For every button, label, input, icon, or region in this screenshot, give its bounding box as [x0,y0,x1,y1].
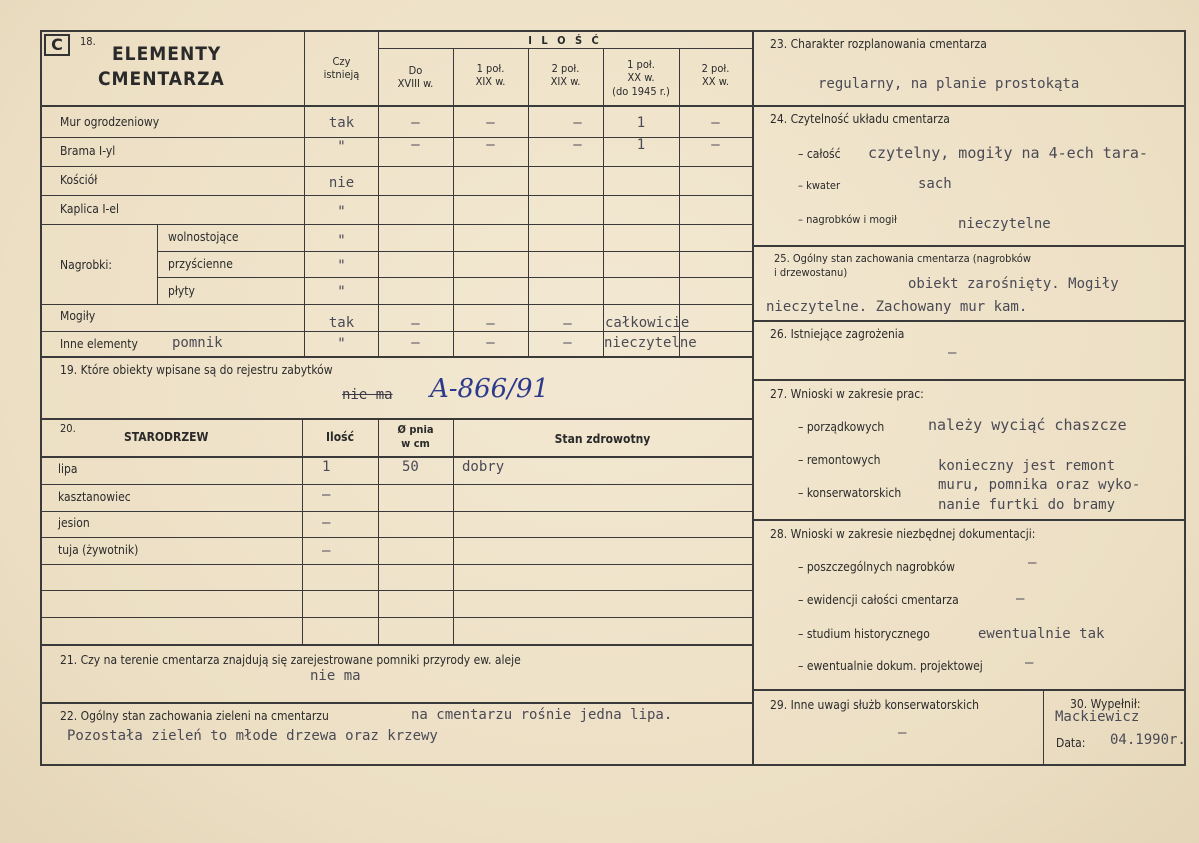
czy-mogily: tak [328,315,355,331]
s30-data-value: 04.1990r. [1110,732,1186,748]
s22-value-1: na cmentarzu rośnie jedna lipa. [411,707,673,723]
s30-name: Mackiewicz [1055,709,1140,725]
divider [40,418,752,420]
tree-ilosc: 1 [322,459,331,475]
s20-num: 20. [60,422,76,435]
s21-label: 21. Czy na terenie cmentarza znajdują się zarejestrowane pomniki przyrody ew. aleje [60,653,521,667]
s29-value: – [898,725,907,741]
s24-kwater-label: – kwater [798,179,841,192]
czy-brama: " [337,139,346,155]
cell: – [563,316,572,332]
tree-ilosc: – [322,487,331,503]
s19-register-number: A-866/91 [430,374,550,404]
s23-label: 23. Charakter rozplanowania cmentarza [770,37,987,51]
s28-item-value: – [1025,655,1034,671]
divider [302,418,303,644]
divider [40,356,752,358]
tree-name: tuja (żywotnik) [58,543,139,557]
czy-inne: " [337,336,346,352]
divider [157,251,752,252]
divider [40,456,752,458]
tree-name: lipa [58,462,78,476]
row-label-nagrobki: Nagrobki: [60,258,113,272]
s20-col-stan: Stan zdrowotny [554,432,651,446]
row-label-inne: Inne elementy [60,337,138,351]
divider [752,689,1186,691]
s25-value-1: obiekt zarośnięty. Mogiły [908,276,1119,292]
divider [528,48,529,356]
corner-letter-box: C [44,34,70,56]
inne-elementy-value: pomnik [172,335,223,351]
s20-col-pnia-2: w cm [401,437,430,450]
cell: – [411,316,420,332]
s24-calosc-label: – całość [798,147,841,161]
divider [752,379,1186,381]
s20-col-pnia-1: Ø pnia [397,423,434,436]
row-label-kaplica: Kaplica I-el [60,202,120,216]
divider [1043,689,1044,766]
s30-data-label: Data: [1056,736,1086,750]
ilosc-header: I L O Ś Ć [528,34,602,47]
col-2-a: 1 poł. [476,62,505,75]
col-1-a: Do [408,64,423,77]
s25-label-1: 25. Ogólny stan zachowania cmentarza (nagrobków [774,252,1031,265]
divider [40,511,752,512]
cell: – [573,137,582,153]
s27-kons-label: – konserwatorskich [798,486,902,500]
s28-label: 28. Wnioski w zakresie niezbędnej dokumentacji: [770,527,1036,541]
divider [752,320,1186,322]
s21-value: nie ma [310,668,361,684]
divider [679,48,680,356]
s27-value-2: muru, pomnika oraz wyko- [938,477,1141,493]
cell: całkowicie [605,315,690,331]
col-4-b: XX w. [627,71,655,84]
divider [378,48,752,49]
row-label-przyscienne: przyścienne [168,257,233,271]
col-4-c: (do 1945 r.) [612,85,670,98]
col-2-b: XIX w. [475,75,506,88]
s23-value: regularny, na planie prostokąta [818,76,1080,92]
tree-pnia: 50 [402,459,419,475]
divider [40,644,752,646]
col-3-a: 2 poł. [551,62,580,75]
s24-kwater-value: sach [918,176,952,192]
col-3-b: XIX w. [550,75,581,88]
tree-ilosc: – [322,543,331,559]
divider [40,195,752,196]
col-czy-2: istnieją [323,68,360,81]
divider [40,590,752,591]
cell: – [486,335,495,351]
divider [453,418,454,644]
divider [40,304,752,305]
row-label-plyty: płyty [168,284,195,298]
divider [40,224,752,225]
s25-label-2: i drzewostanu) [774,266,848,279]
divider [378,418,379,644]
cell: – [711,137,720,153]
czy-wolnostojace: " [337,233,346,249]
row-label-kosciol: Kościół [60,173,98,187]
cell: – [486,137,495,153]
tree-ilosc: – [322,515,331,531]
s28-item-label: – poszczególnych nagrobków [798,560,955,574]
s27-value-3: nanie furtki do bramy [938,497,1116,513]
czy-kaplica: " [337,204,346,220]
s18-title-1: ELEMENTY [112,43,222,65]
tree-name: kasztanowiec [58,490,131,504]
cell: – [486,115,495,131]
row-label-mogily: Mogiły [60,309,96,323]
s29-label: 29. Inne uwagi służb konserwatorskich [770,698,979,712]
divider [40,166,752,167]
col-czy-1: Czy [332,55,351,68]
s24-label: 24. Czytelność układu cmentarza [770,112,950,126]
cell: – [711,115,720,131]
col-5-a: 2 poł. [701,62,730,75]
divider [752,105,1186,107]
center-divider [752,30,754,766]
col-1-b: XVIII w. [397,77,434,90]
row-label-brama: Brama I-yl [60,144,116,158]
divider [40,617,752,618]
col-4-a: 1 poł. [627,58,655,71]
s27-rem-label: – remontowych [798,453,881,467]
divider [40,484,752,485]
s18-num: 18. [80,35,96,48]
s27-label: 27. Wnioski w zakresie prac: [770,387,924,401]
s22-value-2: Pozostała zieleń to młode drzewa oraz krzewy [67,728,438,744]
divider [453,48,454,356]
s28-item-value: ewentualnie tak [978,626,1105,642]
s22-label: 22. Ogólny stan zachowania zieleni na cmentarzu [60,709,329,723]
cell: – [486,316,495,332]
row-label-wolnostojace: wolnostojące [168,230,239,244]
s24-nagrobkow-value: nieczytelne [958,216,1051,232]
s28-item-label: – studium historycznego [798,627,930,641]
tree-stan: dobry [462,459,505,475]
s18-title-2: CMENTARZA [98,68,225,90]
s27-value-1: konieczny jest remont [938,458,1116,474]
cell: nieczytelne [604,335,697,351]
divider [40,537,752,538]
cell: – [411,335,420,351]
s30-label: 30. Wypełnił: [1070,697,1141,711]
s26-label: 26. Istniejące zagrożenia [770,327,905,341]
s26-value: – [948,345,957,361]
czy-przyscienne: " [337,258,346,274]
czy-kosciol: nie [328,175,355,191]
czy-plyty: " [337,284,346,300]
col-5-b: XX w. [702,75,729,88]
cell: – [563,335,572,351]
s28-item-value: – [1016,591,1025,607]
divider [40,564,752,565]
s24-calosc-value: czytelny, mogiły na 4-ech tara- [868,144,1148,162]
row-label-mur: Mur ogrodzeniowy [60,115,160,129]
czy-mur: tak [328,115,355,131]
cell: 1 [636,137,646,153]
s20-title: STARODRZEW [124,430,209,444]
s28-item-label: – ewidencji całości cmentarza [798,593,959,607]
s28-item-value: – [1028,555,1037,571]
s24-nagrobkow-label: – nagrobków i mogił [798,213,897,226]
s19-struck-value: nie ma [342,387,393,403]
divider [40,105,752,107]
cell: – [573,115,582,131]
tree-name: jesion [58,516,90,530]
s27-porz-label: – porządkowych [798,420,885,434]
s20-col-ilosc: Ilość [326,430,354,444]
cell: 1 [636,115,646,131]
divider [752,245,1186,247]
s19-label: 19. Które obiekty wpisane są do rejestru zabytków [60,363,333,377]
cell: – [411,115,420,131]
divider [752,519,1186,521]
s27-porz-value: należy wyciąć chaszcze [928,416,1127,434]
s28-item-label: – ewentualnie dokum. projektowej [798,659,983,673]
divider [157,277,752,278]
divider [40,702,752,704]
cell: – [411,137,420,153]
s25-value-2: nieczytelne. Zachowany mur kam. [766,299,1028,315]
divider [157,224,158,304]
divider [40,331,752,332]
